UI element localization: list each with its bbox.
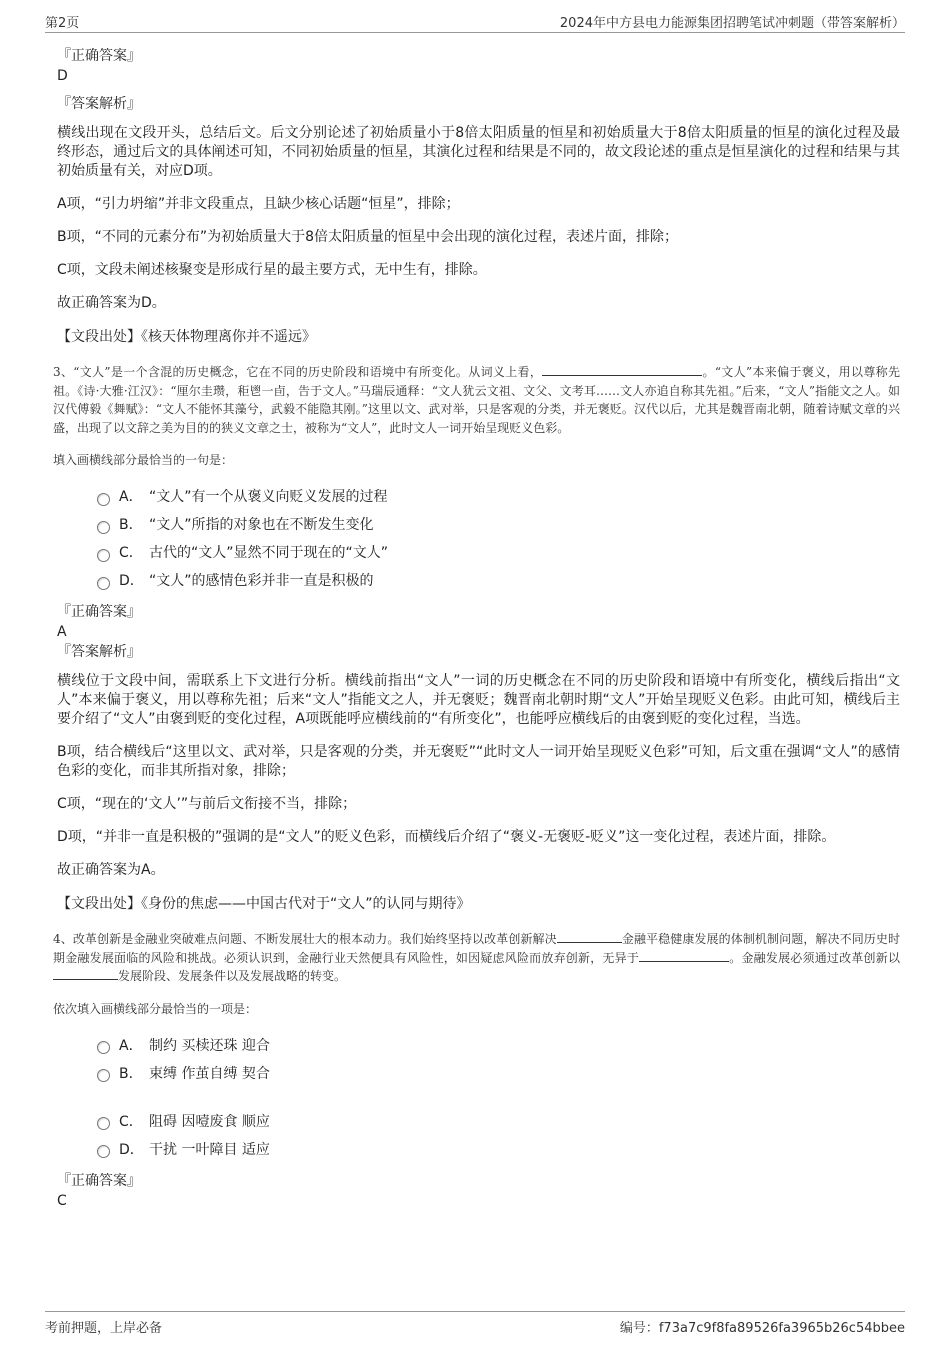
- option-text: 干扰 一叶障目 适应: [149, 1141, 270, 1158]
- document-title: 2024年中方县电力能源集团招聘笔试冲刺题（带答案解析）: [559, 16, 905, 31]
- option-text: 古代的“文人”显然不同于现在的“文人”: [149, 545, 389, 561]
- document-body: [53, 46, 900, 1219]
- fill-blank: [557, 930, 622, 943]
- option-a[interactable]: [97, 482, 900, 510]
- fill-blank: [542, 363, 702, 376]
- option-a[interactable]: [97, 1031, 900, 1059]
- question-text: 3、“文人”是一个含混的历史概念，它在不同的历史阶段和语境中有所变化。从词义上看，: [53, 365, 543, 379]
- option-text: “文人”的感情色彩并非一直是积极的: [149, 573, 374, 589]
- radio-button[interactable]: [97, 1117, 110, 1130]
- analysis-paragraph: 横线位于文段中间，需联系上下文进行分析。横线前指出“文人”一词的历史概念在不同的历史阶段和语境中有所变化，横线后指出“文人”本来偏于褒义，用以尊称先祖；后来“文人”指能文之人，并无褒贬；魏晋南北朝时期“文人”开始呈现贬义色彩。由此可知，横线后主要介绍了“文人”由褒到贬的变化过程，A项既能呼应横线前的“有所变化”，也能呼应横线后的由褒到贬的变化过程，当选。: [57, 673, 900, 727]
- option-list: [57, 1031, 900, 1163]
- fill-blank: [639, 949, 729, 962]
- option-d[interactable]: [97, 566, 900, 594]
- answer-value: D: [57, 68, 68, 84]
- option-d[interactable]: [97, 1135, 900, 1163]
- radio-button[interactable]: [97, 1041, 110, 1054]
- option-letter: C．: [119, 545, 143, 561]
- option-text: 束缚 作茧自缚 契合: [149, 1065, 270, 1082]
- option-letter: B．: [119, 517, 143, 533]
- option-letter: C．: [119, 1113, 143, 1130]
- option-b[interactable]: [97, 510, 900, 538]
- question-stem: [53, 930, 900, 986]
- question-stem: [53, 363, 900, 437]
- question-prompt: 依次填入画横线部分最恰当的一项是：: [53, 1001, 258, 1016]
- analysis-paragraph: B项，结合横线后“这里以文、武对举，只是客观的分类，并无褒贬”“此时文人一词开始呈现贬义色彩”可知，后文重在强调“文人”的感情色彩的变化，而非其所指对象，排除；: [57, 744, 900, 779]
- option-text: 阻碍 因噎废食 顺应: [149, 1113, 270, 1130]
- analysis-paragraph: C项，“现在的‘文人’”与前后文衔接不当，排除；: [57, 796, 357, 812]
- analysis-paragraph: 故正确答案为A。: [57, 862, 165, 878]
- option-letter: B．: [119, 1065, 143, 1082]
- document-code: 编号：f73a7c9f8fa89526fa3965b26c54bbee: [619, 1321, 905, 1336]
- source-citation: 【文段出处】《身份的焦虑——中国古代对于“文人”的认同与期待》: [57, 896, 471, 912]
- question-text: 。金融发展必须通过改革创新以: [729, 950, 900, 965]
- fill-blank: [53, 967, 118, 980]
- option-c[interactable]: [97, 1107, 900, 1135]
- page-header: [45, 12, 905, 33]
- footer-slogan: 考前押题，上岸必备: [45, 1321, 163, 1336]
- answer-label: 『正确答案』: [57, 1172, 141, 1189]
- analysis-paragraph: B项，“不同的元素分布”为初始质量大于8倍太阳质量的恒星中会出现的演化过程，表述片面，排除；: [57, 229, 679, 245]
- page-footer: [45, 1311, 905, 1336]
- analysis-paragraph: D项，“并非一直是积极的”强调的是“文人”的贬义色彩，而横线后介绍了“褒义-无褒贬-贬义”这一变化过程，表述片面，排除。: [57, 829, 836, 845]
- analysis-label: 『答案解析』: [57, 96, 141, 112]
- radio-button[interactable]: [97, 577, 110, 590]
- answer-value: A: [57, 624, 67, 640]
- option-b[interactable]: [97, 1059, 900, 1087]
- option-text: “文人”所指的对象也在不断发生变化: [149, 517, 374, 533]
- option-letter: D．: [119, 573, 144, 589]
- radio-button[interactable]: [97, 493, 110, 506]
- answer-value: C: [57, 1192, 67, 1209]
- question-text: 发展阶段、发展条件以及发展战略的转变。: [118, 969, 347, 983]
- option-text: “文人”有一个从褒义向贬义发展的过程: [149, 489, 388, 505]
- question-prompt: 填入画横线部分最恰当的一句是：: [53, 453, 234, 467]
- analysis-label: 『答案解析』: [57, 644, 141, 660]
- analysis-paragraph: 故正确答案为D。: [57, 295, 166, 311]
- option-list: [57, 482, 900, 594]
- option-letter: D．: [119, 1141, 144, 1158]
- answer-label: 『正确答案』: [57, 48, 141, 64]
- radio-button[interactable]: [97, 1145, 110, 1158]
- analysis-paragraph: 横线出现在文段开头，总结后文。后文分别论述了初始质量小于8倍太阳质量的恒星和初始质量大于8倍太阳质量的恒星的演化过程及最终形态，通过后文的具体阐述可知，不同初始质量的恒星，其演化过程和结果是不同的，故文段论述的重点是恒星演化的过程和结果与其初始质量有关，对应D项。: [57, 125, 900, 179]
- option-letter: A．: [119, 489, 143, 505]
- question-text: 金融平稳健康发展的体制机制问题，解决不同历史时期金融发展面临的风险和挑战。必须认识到，金融行业天然便具有风险性，如因疑虑风险而放弃创新，无异于: [53, 932, 900, 965]
- radio-button[interactable]: [97, 521, 110, 534]
- analysis-paragraph: C项，文段未阐述核聚变是形成行星的最主要方式，无中生有，排除。: [57, 262, 487, 278]
- option-text: 制约 买椟还珠 迎合: [149, 1037, 270, 1054]
- radio-button[interactable]: [97, 549, 110, 562]
- answer-label: 『正确答案』: [57, 604, 141, 620]
- source-citation: 【文段出处】《核天体物理离你并不遥远》: [57, 329, 316, 345]
- question-text: 4、改革创新是金融业突破难点问题、不断发展壮大的根本动力。我们始终坚持以改革创新解决: [53, 932, 557, 946]
- option-letter: A．: [119, 1037, 143, 1054]
- option-c[interactable]: [97, 538, 900, 566]
- radio-button[interactable]: [97, 1069, 110, 1082]
- analysis-paragraph: A项，“引力坍缩”并非文段重点，且缺少核心话题“恒星”，排除；: [57, 196, 460, 212]
- page-number: 第2页: [45, 16, 80, 31]
- question-text: 。“文人”本来偏于褒义，用以尊称先祖。《诗·大雅·江汉》：“厘尔圭瓒，秬鬯一卣，告于文人。”马瑞辰通释：“文人犹云文祖、文父、文考耳……文人亦追自称其先祖。”后来，“文人”指能文之人。如汉代傅毅《舞赋》：“文人不能怀其藻兮，武毅不能隐其刚。”这里以文、武对举，只是客观的分类，并无褒贬。汉代以后，尤其是魏晋南北朝，随着诗赋文章的兴盛，出现了以文辞之美为目的的狭义文章之士，被称为“文人”，此时文人一词开始呈现贬义色彩。: [53, 365, 900, 435]
